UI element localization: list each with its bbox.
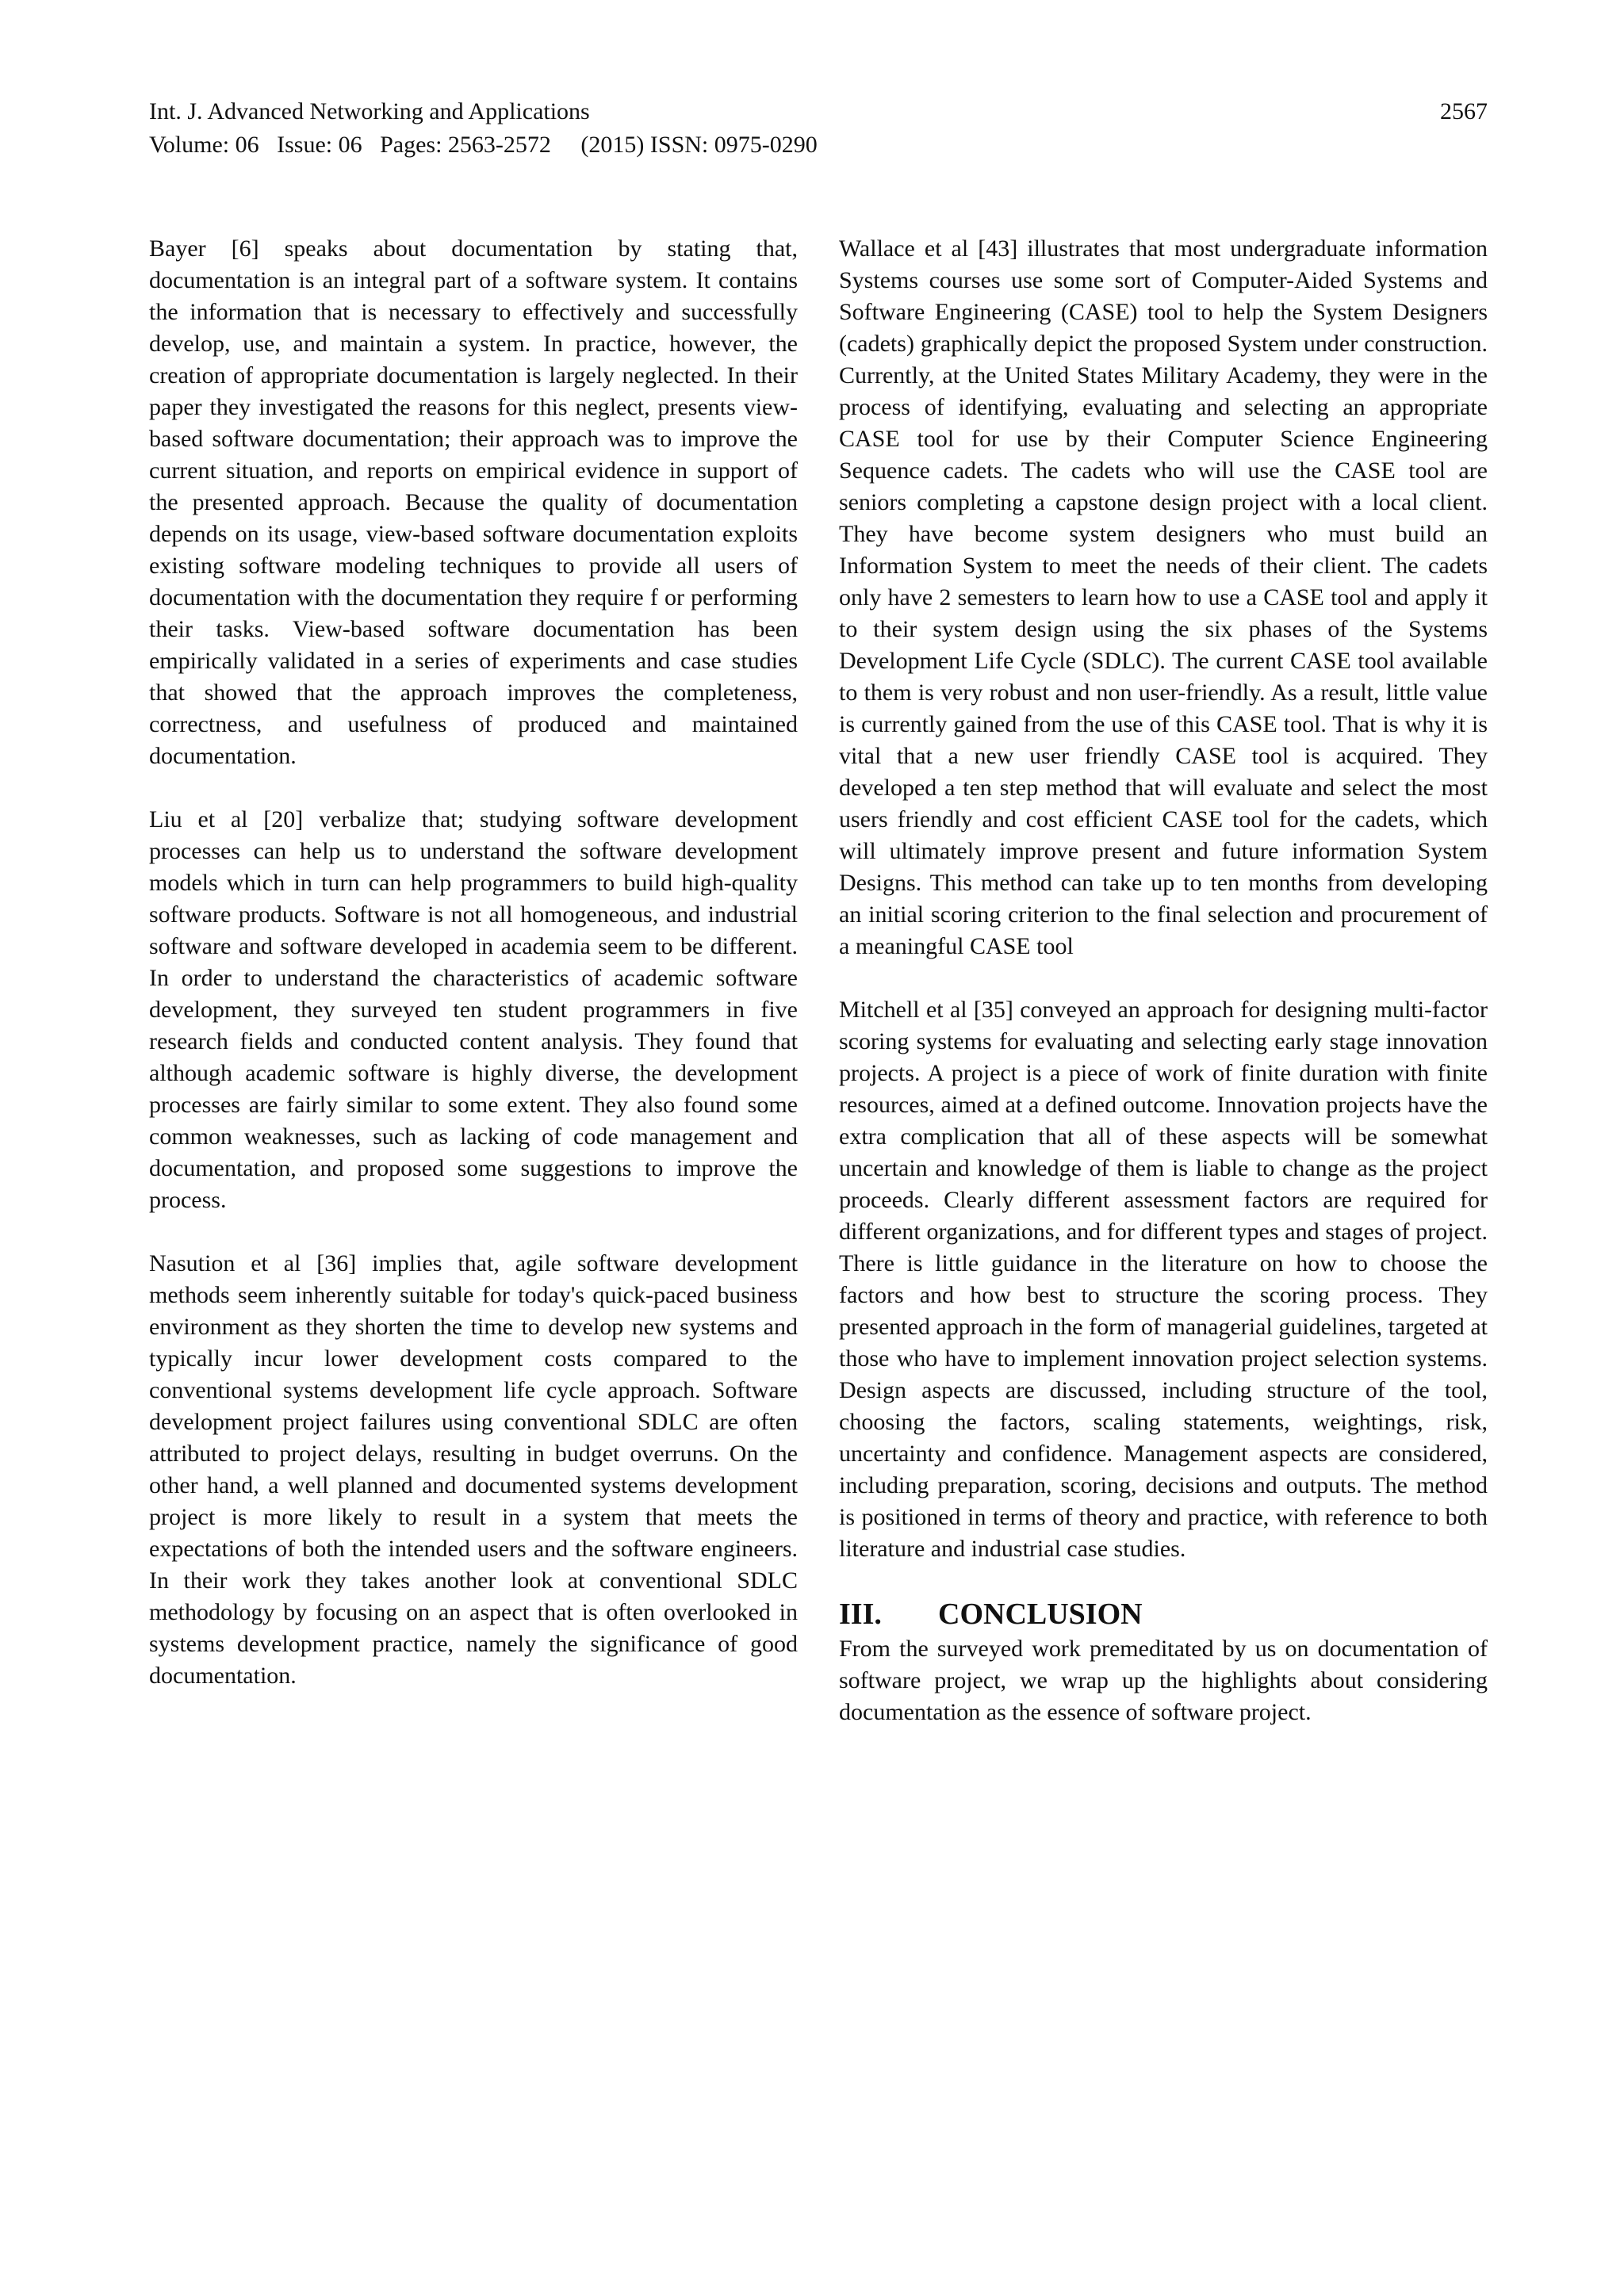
right-column xyxy=(839,233,1488,1760)
journal-title: Int. J. Advanced Networking and Applications xyxy=(149,98,590,124)
section-title: CONCLUSION xyxy=(938,1598,1143,1631)
paragraph-bayer: Bayer [6] speaks about documentation by stating that, documentation is an integral part of a software system. It contains the information that is necessary to effectively and successfully develop, use, and maintain a system. In practice, however, the creation of appropriate documentation is largely neglected. In their paper they investigated the reasons for this neglect, presents view-based software documentation; their approach was to improve the current situation, and reports on empirical evidence in support of the presented approach. Because the quality of documentation depends on its usage, view-based software documentation exploits existing software modeling techniques to provide all users of documentation with the documentation they require f or performing their tasks. View-based software documentation has been empirically validated in a series of experiments and case studies that showed that the approach improves the completeness, correctness, and usefulness of produced and maintained documentation. xyxy=(149,235,798,769)
volume-info: Volume: 06 Issue: 06 Pages: 2563-2572 (2015) ISSN: 0975-0290 xyxy=(149,132,818,158)
section-number: III. xyxy=(839,1598,882,1631)
paragraph-liu: Liu et al [20] verbalize that; studying software development processes can help us to understand the software development models which in turn can help programmers to build high-quality software products. Software is not all homogeneous, and industrial software and software developed in academia seem to be different. In order to understand the characteristics of academic software development, they surveyed ten student programmers in five research fields and conducted content analysis. They found that although academic software is highly diverse, the development processes are fairly similar to some extent. They also found some common weaknesses, such as lacking of code management and documentation, and proposed some suggestions to improve the process. xyxy=(149,806,798,1213)
header-top-line xyxy=(149,95,1488,128)
page-header xyxy=(149,95,1488,162)
page-number: 2567 xyxy=(1440,98,1488,124)
paragraph-mitchell: Mitchell et al [35] conveyed an approach for designing multi-factor scoring systems for evaluating and selecting early stage innovation projects. A project is a piece of work of finite duration with finite resources, aimed at a defined outcome. Innovation projects have the extra complication that all of these aspects will be somewhat uncertain and knowledge of them is liable to change as the project proceeds. Clearly different assessment factors are required for different organizations, and for different types and stages of project. There is little guidance in the literature on how to choose the factors and how best to structure the scoring process. They presented approach in the form of managerial guidelines, targeted at those who have to implement innovation project selection systems. Design aspects are discussed, including structure of the tool, choosing the factors, scaling statements, weightings, risk, uncertainty and confidence. Management aspects are considered, including preparation, scoring, decisions and outputs. The method is positioned in terms of theory and practice, with reference to both literature and industrial case studies. xyxy=(839,997,1488,1562)
section-heading-conclusion xyxy=(839,1597,1488,1632)
left-column xyxy=(149,233,798,1724)
paragraph-nasution: Nasution et al [36] implies that, agile software development methods seem inherently suitable for today's quick-paced business environment as they shorten the time to develop new systems and typically incur lower development costs compared to the conventional systems development life cycle approach. Software development project failures using conventional SDLC are often attributed to project delays, resulting in budget overruns. On the other hand, a well planned and documented systems development project is more likely to result in a system that meets the expectations of both the intended users and the software engineers. In their work they takes another look at conventional SDLC methodology by focusing on an aspect that is often overlooked in systems development practice, namely the significance of good documentation. xyxy=(149,1250,798,1689)
paragraph-wallace: Wallace et al [43] illustrates that most undergraduate information Systems courses use some sort of Computer-Aided Systems and Software Engineering (CASE) tool to help the System Designers (cadets) graphically depict the proposed System under construction. Currently, at the United States Military Academy, they were in the process of identifying, evaluating and selecting an appropriate CASE tool for use by their Computer Science Engineering Sequence cadets. The cadets who will use the CASE tool are seniors completing a capstone design project with a local client. They have become system designers who must build an Information System to meet the needs of their client. The cadets only have 2 semesters to learn how to use a CASE tool and apply it to their system design using the six phases of the Systems Development Life Cycle (SDLC). The current CASE tool available to them is very robust and non user-friendly. As a result, little value is currently gained from the use of this CASE tool. That is why it is vital that a new user friendly CASE tool is acquired. They developed a ten step method that will evaluate and select the most users friendly and cost efficient CASE tool for the cadets, which will ultimately improve present and future information System Designs. This method can take up to ten months from developing an initial scoring criterion to the final selection and procurement of a meaningful CASE tool xyxy=(839,235,1488,959)
paragraph-conclusion: From the surveyed work premeditated by us on documentation of software project, we wrap up the highlights about considering documentation as the essence of software project. xyxy=(839,1636,1488,1725)
